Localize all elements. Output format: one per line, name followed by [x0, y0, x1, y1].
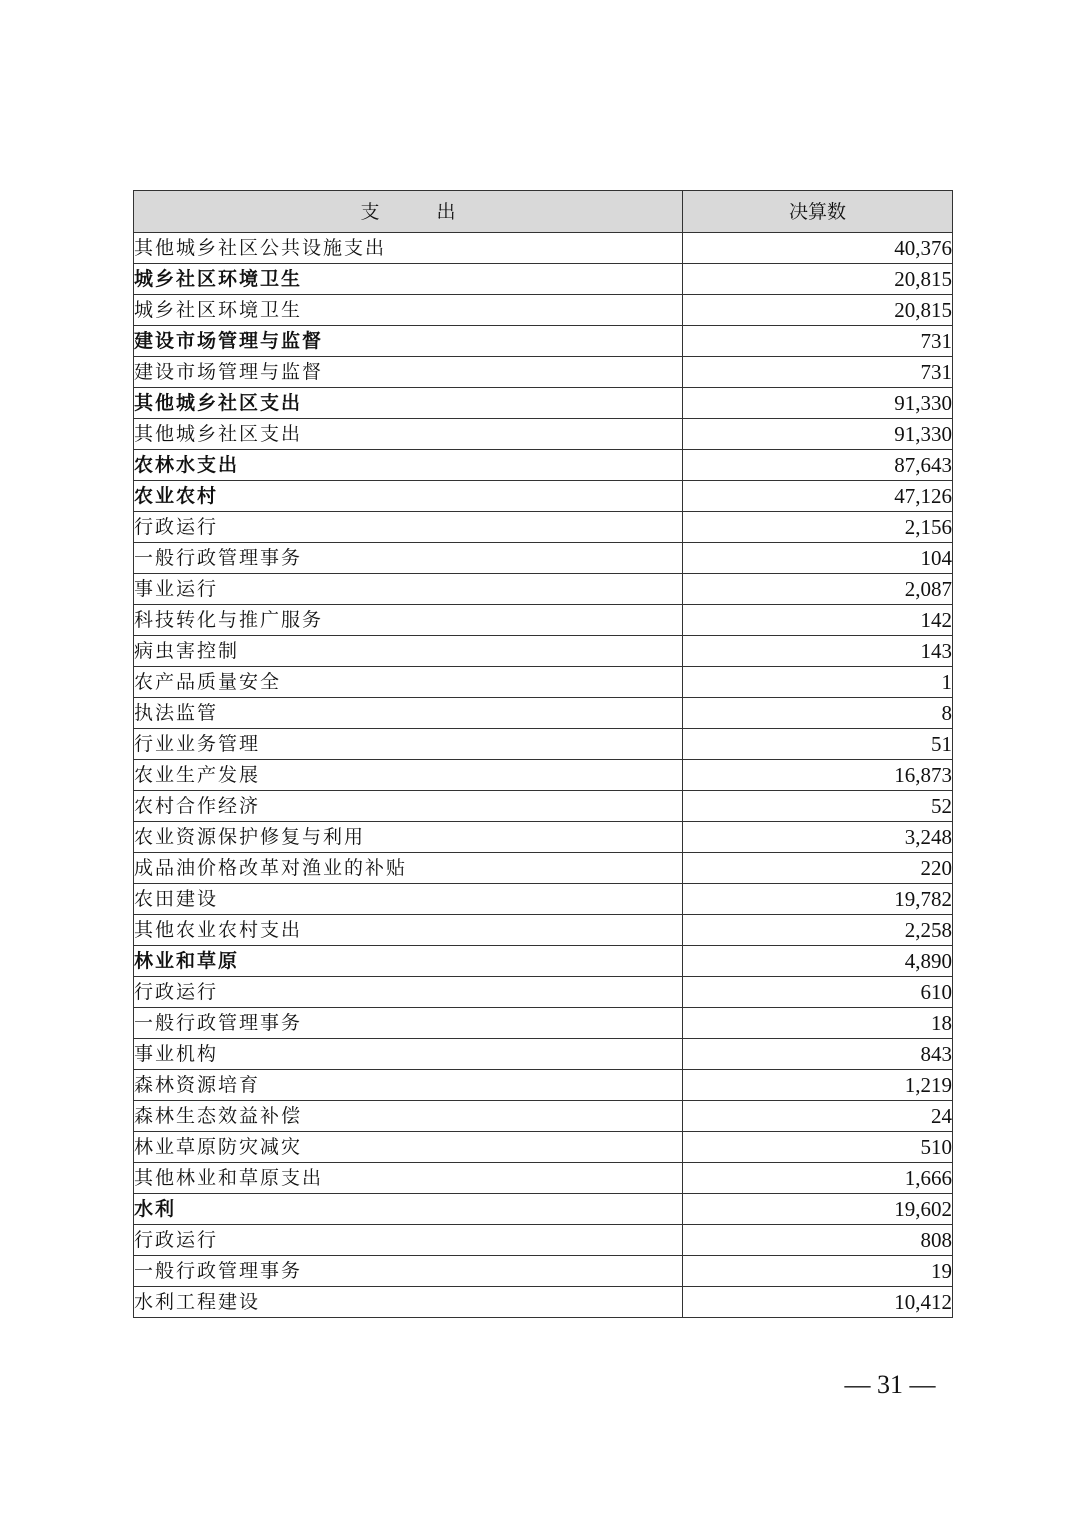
table-row	[134, 853, 953, 884]
final-amount-value: 20,815	[683, 264, 953, 295]
table-row	[134, 419, 953, 450]
expenditure-table	[133, 190, 953, 1318]
final-amount-value: 808	[683, 1225, 953, 1256]
expenditure-item-name: 一般行政管理事务	[134, 543, 683, 574]
table-row	[134, 233, 953, 264]
table-row	[134, 326, 953, 357]
expenditure-item-name: 病虫害控制	[134, 636, 683, 667]
table-row	[134, 698, 953, 729]
expenditure-item-name: 农业农村	[134, 481, 683, 512]
final-amount-value: 3,248	[683, 822, 953, 853]
table-header-row	[134, 191, 953, 233]
table-row	[134, 1070, 953, 1101]
expenditure-item-name: 森林资源培育	[134, 1070, 683, 1101]
page-number: — 31 —	[844, 1370, 936, 1399]
table-row	[134, 760, 953, 791]
column-header-expenditure: 支 出	[134, 191, 683, 233]
expenditure-item-name: 城乡社区环境卫生	[134, 295, 683, 326]
final-amount-value: 87,643	[683, 450, 953, 481]
final-amount-value: 10,412	[683, 1287, 953, 1318]
table-row	[134, 295, 953, 326]
expenditure-item-name: 一般行政管理事务	[134, 1008, 683, 1039]
expenditure-item-name: 执法监管	[134, 698, 683, 729]
expenditure-item-name: 农村合作经济	[134, 791, 683, 822]
expenditure-item-name: 森林生态效益补偿	[134, 1101, 683, 1132]
expenditure-item-name: 科技转化与推广服务	[134, 605, 683, 636]
table-row	[134, 264, 953, 295]
table-row	[134, 574, 953, 605]
table-row	[134, 1008, 953, 1039]
expenditure-item-name: 行政运行	[134, 1225, 683, 1256]
table-row	[134, 1163, 953, 1194]
column-header-final-amount: 决算数	[683, 191, 953, 233]
table-row	[134, 977, 953, 1008]
expenditure-item-name: 其他城乡社区支出	[134, 419, 683, 450]
final-amount-value: 19,782	[683, 884, 953, 915]
table-row	[134, 605, 953, 636]
final-amount-value: 8	[683, 698, 953, 729]
final-amount-value: 510	[683, 1132, 953, 1163]
final-amount-value: 143	[683, 636, 953, 667]
table-row	[134, 915, 953, 946]
expenditure-item-name: 其他农业农村支出	[134, 915, 683, 946]
final-amount-value: 731	[683, 326, 953, 357]
table-body	[134, 233, 953, 1318]
final-amount-value: 220	[683, 853, 953, 884]
final-amount-value: 4,890	[683, 946, 953, 977]
final-amount-value: 16,873	[683, 760, 953, 791]
expenditure-item-name: 建设市场管理与监督	[134, 357, 683, 388]
expenditure-item-name: 农田建设	[134, 884, 683, 915]
expenditure-item-name: 农业资源保护修复与利用	[134, 822, 683, 853]
table-row	[134, 729, 953, 760]
final-amount-value: 51	[683, 729, 953, 760]
table-row	[134, 822, 953, 853]
expenditure-item-name: 成品油价格改革对渔业的补贴	[134, 853, 683, 884]
final-amount-value: 1,666	[683, 1163, 953, 1194]
final-amount-value: 1	[683, 667, 953, 698]
final-amount-value: 104	[683, 543, 953, 574]
expenditure-item-name: 林业和草原	[134, 946, 683, 977]
table-row	[134, 636, 953, 667]
table-row	[134, 1101, 953, 1132]
expenditure-item-name: 建设市场管理与监督	[134, 326, 683, 357]
table-row	[134, 884, 953, 915]
expenditure-item-name: 行政运行	[134, 512, 683, 543]
final-amount-value: 18	[683, 1008, 953, 1039]
expenditure-item-name: 事业运行	[134, 574, 683, 605]
expenditure-item-name: 城乡社区环境卫生	[134, 264, 683, 295]
table-row	[134, 481, 953, 512]
final-amount-value: 731	[683, 357, 953, 388]
expenditure-item-name: 一般行政管理事务	[134, 1256, 683, 1287]
table-row	[134, 1132, 953, 1163]
expenditure-item-name: 水利	[134, 1194, 683, 1225]
expenditure-item-name: 农产品质量安全	[134, 667, 683, 698]
expenditure-item-name: 其他城乡社区公共设施支出	[134, 233, 683, 264]
final-amount-value: 2,156	[683, 512, 953, 543]
table-row	[134, 357, 953, 388]
table-row	[134, 1194, 953, 1225]
expenditure-item-name: 水利工程建设	[134, 1287, 683, 1318]
expenditure-item-name: 农业生产发展	[134, 760, 683, 791]
table-row	[134, 1039, 953, 1070]
table-row	[134, 1225, 953, 1256]
final-amount-value: 2,087	[683, 574, 953, 605]
final-amount-value: 610	[683, 977, 953, 1008]
expenditure-item-name: 事业机构	[134, 1039, 683, 1070]
table-row	[134, 543, 953, 574]
final-amount-value: 20,815	[683, 295, 953, 326]
expenditure-item-name: 其他林业和草原支出	[134, 1163, 683, 1194]
final-amount-value: 2,258	[683, 915, 953, 946]
final-amount-value: 40,376	[683, 233, 953, 264]
table-row	[134, 512, 953, 543]
expenditure-item-name: 行政运行	[134, 977, 683, 1008]
final-amount-value: 24	[683, 1101, 953, 1132]
table-row	[134, 1256, 953, 1287]
table-row	[134, 667, 953, 698]
expenditure-item-name: 林业草原防灾减灾	[134, 1132, 683, 1163]
table-row	[134, 946, 953, 977]
expenditure-item-name: 农林水支出	[134, 450, 683, 481]
final-amount-value: 142	[683, 605, 953, 636]
expenditure-item-name: 其他城乡社区支出	[134, 388, 683, 419]
final-amount-value: 47,126	[683, 481, 953, 512]
final-amount-value: 19,602	[683, 1194, 953, 1225]
final-amount-value: 52	[683, 791, 953, 822]
final-amount-value: 91,330	[683, 419, 953, 450]
table-row	[134, 1287, 953, 1318]
table-row	[134, 791, 953, 822]
final-amount-value: 1,219	[683, 1070, 953, 1101]
expenditure-item-name: 行业业务管理	[134, 729, 683, 760]
final-amount-value: 91,330	[683, 388, 953, 419]
table-row	[134, 450, 953, 481]
final-amount-value: 19	[683, 1256, 953, 1287]
table-row	[134, 388, 953, 419]
final-amount-value: 843	[683, 1039, 953, 1070]
